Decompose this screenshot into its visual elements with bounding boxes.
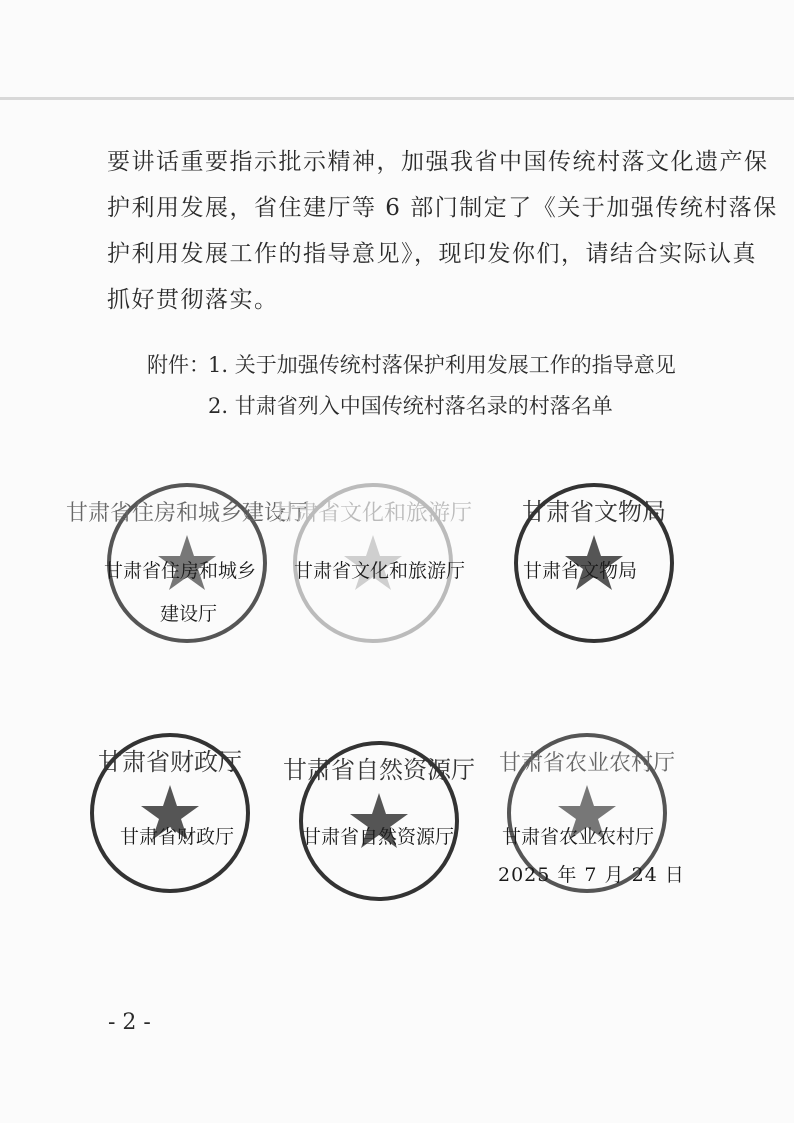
seal-text: 甘肃省住房和城乡建设厅 [65, 501, 309, 526]
page-number: - 2 - [108, 1010, 151, 1035]
body-line-1: 要讲话重要指示批示精神，加强我省中国传统村落文化遗产保 [107, 149, 769, 175]
seal-text: 甘肃省文物局 [522, 498, 666, 526]
org-name-finance: 甘肃省财政厅 [120, 826, 235, 848]
issue-date: 2025 年 7 月 24 日 [498, 864, 685, 886]
seal-text: 甘肃省财政厅 [98, 748, 242, 776]
org-name-agriculture: 甘肃省农业农村厅 [502, 826, 655, 848]
seal-text: 甘肃省文化和旅游厅 [273, 501, 473, 526]
org-name-housing: 甘肃省住房和城乡 [104, 560, 257, 582]
official-seal [283, 738, 475, 904]
org-name-culture: 甘肃省文化和旅游厅 [294, 560, 466, 582]
attachment-label: 附件： [147, 353, 210, 377]
org-name-housing-line2: 建设厅 [160, 603, 218, 625]
header-rule [0, 97, 794, 100]
seal-text: 甘肃省农业农村厅 [498, 751, 676, 776]
attachment-item-2: 2. 甘肃省列入中国传统村落名录的村落名单 [208, 394, 613, 418]
seal-graphic [283, 738, 475, 904]
seal-graphic [87, 730, 253, 896]
body-line-4: 抓好贯彻落实。 [107, 287, 279, 313]
seal-text: 甘肃省自然资源厅 [283, 756, 475, 784]
body-line-2: 护利用发展，省住建厅等 6 部门制定了《关于加强传统村落保 [107, 195, 778, 221]
org-name-natural-resources: 甘肃省自然资源厅 [302, 826, 455, 848]
official-seal [87, 730, 253, 896]
org-name-heritage: 甘肃省文物局 [523, 560, 638, 582]
attachment-item-1: 1. 关于加强传统村落保护利用发展工作的指导意见 [208, 353, 676, 377]
body-line-3: 护利用发展工作的指导意见》，现印发你们，请结合实际认真 [107, 241, 757, 267]
